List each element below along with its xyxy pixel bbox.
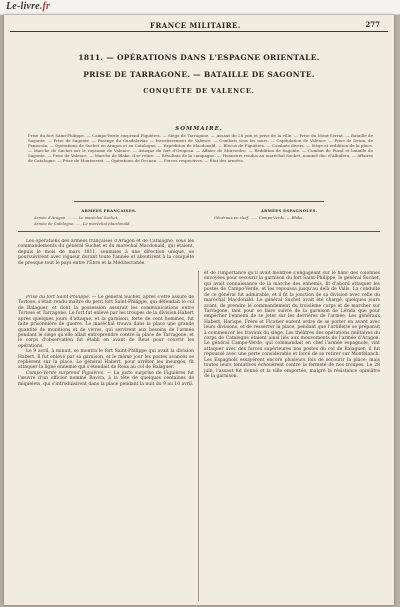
section-text: et de l'importance qu'il avait montrée s'engageant sur le flanc des colonnes envoyées pour secourir la garnison du fort Saint-Philippe, le général Suchet, qui avait connaissance de la marche des ennemis, fit d'abord attaquer les postes de Campo-Verde, et les repoussa jusqu'au delà de Valls. La conduite de ce général fut admirable, et il fit la jonction de sa division avec celle du maréchal Macdonald. Le général Suchet avait été chargé, quelques jours avant, de prendre le commandement du troisième corps et de marcher sur Tarragone, tant pour se faire suivre de la garnison de Lérida que pour empêcher l'ennemi de se jeter sur les derrières de l'armée. Les généraux Habert, Harispe, Frère et Ficatier eurent ordre de se porter en avant avec leurs divisions, et de resserrer la place, pendant que l'artillerie se préparait à commencer les travaux du siège. Les théâtres des opérations militaires du corps de Catalogne étaient ainsi liés aux mouvements de l'armée d'Aragon. Le général Campo-Verde, qui commandait en chef l'armée espagnole, vint attaquer avec des forces supérieures nos postes du col de Balaguer; il fut repoussé avec une perte considérable et forcé de se retirer sur Montblanch. Les Espagnols essayèrent encore plusieurs fois de secourir la place; mais toutes leurs tentatives échouèrent contre la fermeté de nos troupes. Le 28 juin, l'assaut fut donné et la ville emportée, malgré la résistance opiniâtre de la garnison. [204, 271, 380, 380]
section-title: Prise du fort Saint-Philippe. [26, 295, 91, 300]
summary-heading: SOMMAIRE. [175, 126, 223, 132]
section-text: Le 9 avril, à minuit, se montra le fort Saint-Philippe qui avait la division Habert. Il fut enlevé par sa garnison, et le même jour les postes avancés se replièrent sur la place. Le général Habert, pour arrêter les insurgés, fit attaquer la ligne ennemie qui s'étendait de Reus au col de Balaguer. [18, 349, 194, 371]
spanish-armies-list [214, 215, 374, 221]
section-title: Campo-Verde surprend Figuières. [26, 370, 105, 376]
column-separator [198, 271, 199, 601]
chapter-heading-1: 1811. — OPÉRATIONS DANS L'ESPAGNE ORIENTALE. [78, 53, 320, 62]
intro-text: Les opérations des armées françaises d'Aragon et de Catalogne, sous les commandements du général Suchet et du maréchal Macdonald, qui étaient, depuis le mois de mars 1811, soumises à une direction unique, se poursuivirent avec vigueur durant toute l'année et aboutirent à la conquête de presque tout le pays entre l'Èbre et la Méditerranée. [18, 239, 194, 266]
running-header [10, 19, 388, 32]
document-page [4, 15, 394, 605]
chapter-heading-3: CONQUÊTE DE VALENCE. [143, 87, 255, 95]
running-title: FRANCE MILITAIRE. [150, 21, 241, 30]
french-army-line: Armée de Catalogne. ..... Le maréchal Macdonald. [34, 220, 131, 226]
spanish-armies-heading: ARMÉES ESPAGNOLES. [260, 208, 318, 213]
site-topbar [0, 0, 400, 15]
french-armies-list [34, 215, 194, 226]
french-army-line: Armée d'Aragon. ........ Le maréchal Suchet. [34, 215, 119, 220]
french-armies-heading: ARMÉES FRANÇAISES. [81, 208, 137, 213]
site-logo[interactable]: Le-livre.fr [6, 1, 51, 12]
section-text: — La juste surprise de Figuières fut l'œuvre d'un officier nommé Rovira, à la tête de quelques centaines de miquelets, qui s'introduisirent dans la place pendant la nuit du 9 au 10 avril. [18, 370, 194, 387]
divider [18, 231, 380, 232]
intro-paragraph [18, 239, 194, 289]
spanish-army-line: Généraux en chef. ...... Campo-Verde. — Blake. [214, 215, 304, 220]
left-column [18, 295, 194, 600]
section-text: — Le général Suchet, après s'être assuré de Tortose, s'était rendu maître du petit fort Saint-Philippe, qui défendait le col de Balaguer, et dont la possession assurait les communications entre Tortose et Tarragone. Le fort fut enlevé par les troupes de la division Habert après quelques jours d'attaque, et la garnison, forte de cent hommes, fut faite prisonnière de guerre. Le maréchal trouva dans la place une grande quantité de munitions et de vivres, qui servirent aux besoins de l'armée pendant le siège qu'elle allait entreprendre contre la place de Tarragone, et le corps d'observation fut établi en avant de Reus pour couvrir les opérations. [18, 295, 194, 349]
right-column [204, 271, 380, 600]
divider [74, 201, 324, 202]
chapter-heading-2: PRISE DE TARRAGONE. — BATAILLE DE SAGONTE. [83, 70, 315, 79]
page-number: 277 [365, 20, 380, 29]
summary-text: Prise du fort Saint-Philippe. — Campo-Verde surprend Figuières. — Siège de Tarragone. — Assaut du 28 juin et prise de la ville. — Prise du Mont-Serrat. — Bataille de Sagonte. — Prise de Sagonte. — Passage du Guadalaviar. — Investissement de Valence. — Combats sous les murs. — Capitulation de Valence. — Prise de Denia, de Peniscola. — Opérations de Suchet en Aragon et en Catalogne. — Expédition de Macdonald. — Blocus de Figuières. — Combats divers. — Siège et reddition de la place. — Marche de Suchet sur le royaume de Valence. — Attaque du fort d'Oropesa. — Affaire de Murviedro. — Reddition de Sagonte. — Combat de Puzol et bataille de Sagonte. — Prise de Valence. — Marche de Blake, il se retire. — Résultats de la campagne. — Honneurs rendus au maréchal Suchet, nommé duc d'Albufera. — Affaires de Catalogne. — Prise de Montserrat. — Opérations de Decaen. — Forces respectives. — État des armées. [28, 133, 373, 163]
